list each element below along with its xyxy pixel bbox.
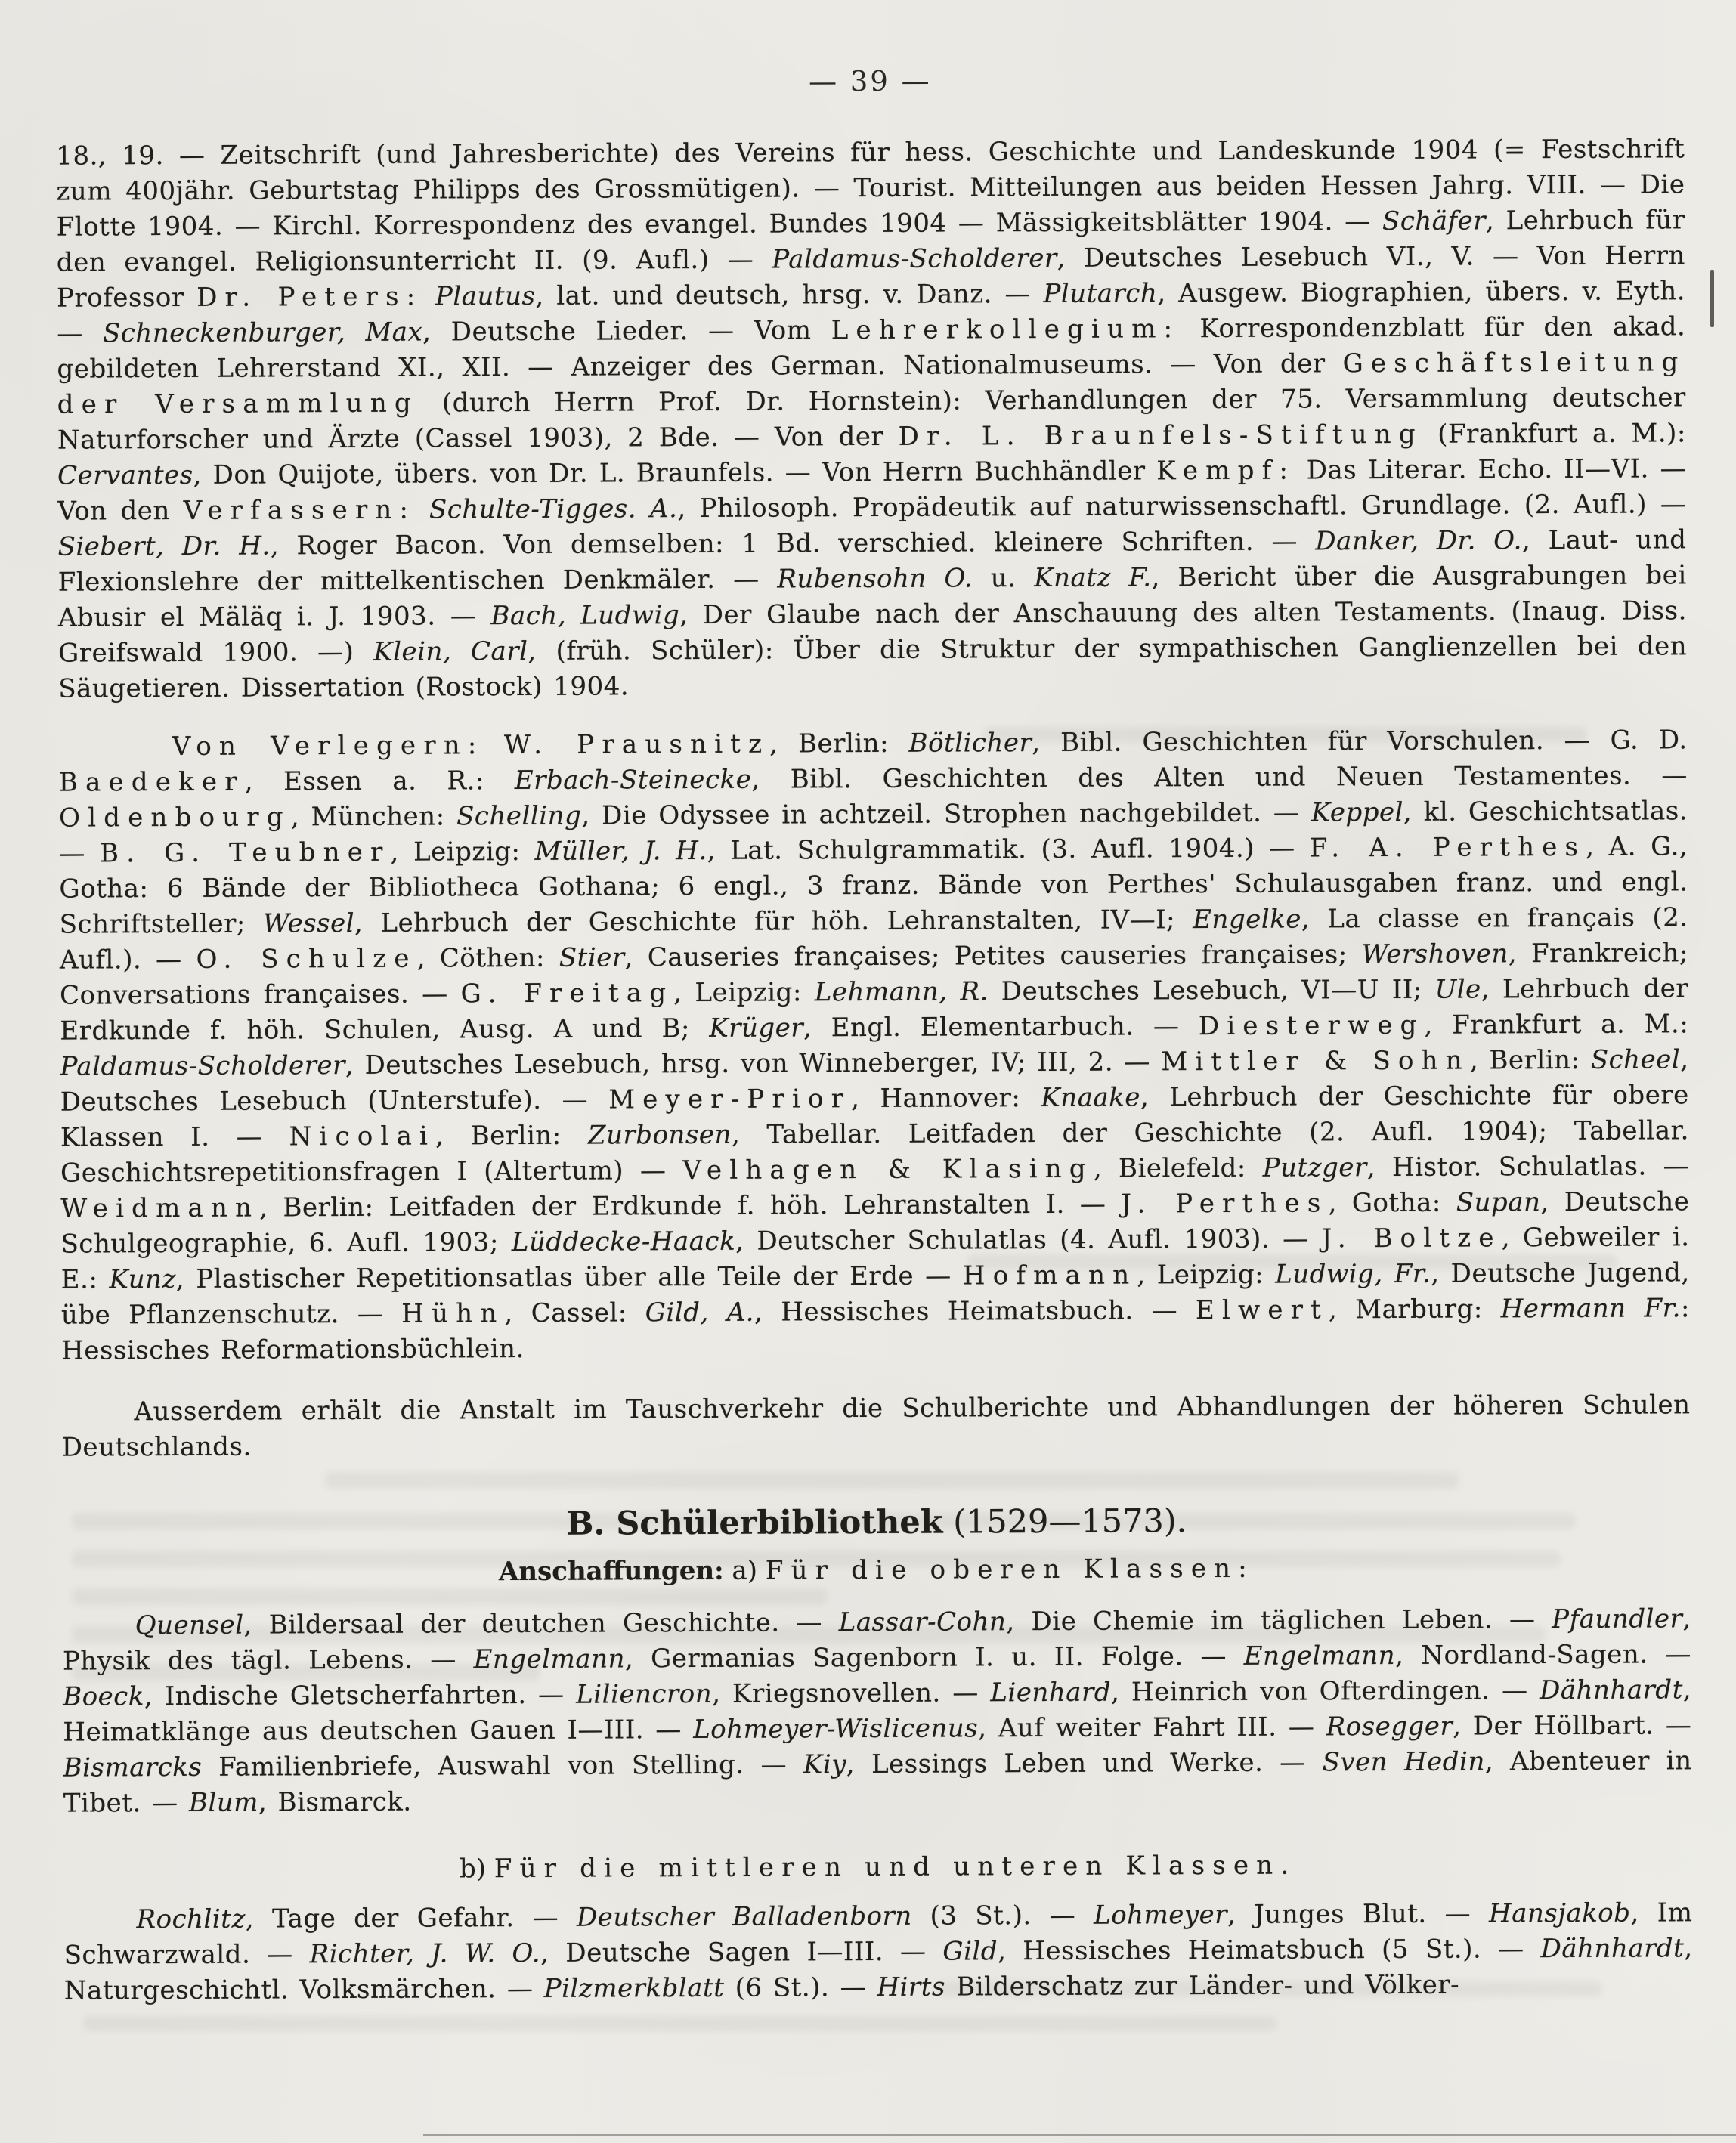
text-run xyxy=(484,730,504,760)
text-run: , Histor. Schulatlas. — xyxy=(1366,1151,1690,1183)
italic-name-run: Gild xyxy=(942,1936,998,1967)
text-run: , Die Chemie im täglichen Leben. — xyxy=(1006,1604,1552,1637)
text-run: , Deutscher Schulatlas (4. Aufl. 1903). — xyxy=(735,1223,1322,1257)
text-run: : Hessisches Reformationsbüchlein. xyxy=(61,1293,1691,1366)
text-run: , Gotha: xyxy=(1328,1187,1456,1219)
spaced-name-run: Verfassern: xyxy=(183,494,416,526)
spaced-name-run: Geschäftsleitung der Versammlung xyxy=(57,347,1686,420)
text-run: Korrespondenzblatt für den akad. gebildeten Lehrerstand XI., XII. — Anzeiger des German. Nationalmuseums. — Von der xyxy=(57,311,1686,385)
italic-name-run: Erbach-Steinecke xyxy=(514,764,752,796)
spaced-name-run: Kempf: xyxy=(1156,455,1296,487)
subsection-b-heading xyxy=(63,1846,1692,1888)
text-run: , Lehrbuch der Geschichte für höh. Lehranstalten, IV—I; xyxy=(354,905,1193,939)
spaced-name-run: Baedeker xyxy=(58,766,245,798)
text-run: , Deutsche Lieder. — Vom xyxy=(422,315,831,348)
italic-name-run: Krüger xyxy=(709,1013,804,1044)
italic-name-run: Lohmeyer xyxy=(1093,1899,1228,1931)
italic-name-run: Plutarch xyxy=(1043,278,1158,309)
text-run: , Cassel: xyxy=(504,1297,645,1329)
text-run: Bilderschatz zur Länder- und Völker- xyxy=(945,1969,1460,2002)
italic-name-run: Stier xyxy=(559,942,625,973)
text-run: , Deutsches Lesebuch, hrsg. von Winneberger, IV; III, 2. — xyxy=(345,1047,1162,1081)
text-run: , La classe en français (2. Aufl.). — xyxy=(59,902,1688,976)
spaced-name-run: Elwert xyxy=(1195,1294,1329,1326)
text-run: , Plastischer Repetitionsatlas über alle Teile der Erde — xyxy=(175,1260,963,1295)
text-run: , Bielefeld: xyxy=(1093,1152,1263,1184)
spaced-name-run: W. Prausnitz xyxy=(503,728,770,761)
italic-name-run: Rochlitz xyxy=(136,1903,246,1935)
scan-edge-artifact xyxy=(1710,270,1714,327)
text-run: , Don Quijote, übers. von Dr. L. Braunfels. — Von Herrn Buchhändler xyxy=(193,456,1157,490)
italic-name-run: Lassar-Cohn xyxy=(838,1606,1007,1638)
text-run: Deutsches Lesebuch, VI—U II; xyxy=(988,974,1435,1007)
text-run: Familienbriefe, Auswahl von Stelling. — xyxy=(202,1749,803,1783)
italic-name-run: Schelling xyxy=(456,800,582,832)
italic-name-run: Cervantes xyxy=(57,459,193,491)
italic-name-run: Boeck xyxy=(63,1681,145,1712)
text-run: , Leipzig: xyxy=(673,977,815,1009)
text-run: , A. G., Gotha: 6 Bände der Bibliotheca Gothana; 6 engl., 3 franz. Bände von Perthes' Schulausgaben franz. und engl. Schriftsteller; xyxy=(59,831,1688,940)
spaced-name-run: Von Verlegern: xyxy=(172,730,484,762)
italic-name-run: Siebert, Dr. H. xyxy=(57,530,271,562)
italic-name-run: Kiy xyxy=(803,1749,846,1780)
text-run: , Germanias Sagenborn I. u. II. Folge. — xyxy=(624,1640,1244,1675)
text-run: , Gebweiler i. E.: xyxy=(60,1222,1690,1295)
italic-name-run: Pfaundler xyxy=(1552,1603,1683,1635)
text-run: , Bericht über die Ausgrabungen bei Abusir el Mäläq i. J. 1903. — xyxy=(57,560,1687,633)
spaced-name-run: B. G. Teubner xyxy=(99,836,391,869)
text-run: , Hannover: xyxy=(851,1083,1041,1115)
italic-name-run: Quensel xyxy=(135,1610,244,1641)
italic-name-run: Klein, Carl xyxy=(373,635,528,667)
bold-label-run: Anschaffungen: xyxy=(498,1555,724,1588)
text-run: , Engl. Elementarbuch. — xyxy=(803,1011,1199,1044)
text-run: , Leipzig: xyxy=(390,836,535,867)
text-run: , Abenteuer in Tibet. — xyxy=(63,1746,1692,1819)
text-run: , Lehrbuch für den evangel. Religionsunterricht II. (9. Aufl.) — xyxy=(56,205,1685,278)
spaced-name-run: O. Schulze xyxy=(196,943,417,975)
spaced-name-run: Velhagen & Klasing xyxy=(682,1153,1094,1186)
text-run: , Heimatklänge aus deutschen Gauen I—III. — xyxy=(63,1675,1692,1748)
italic-name-run: Blum xyxy=(188,1787,259,1818)
text-run: , Kriegsnovellen. — xyxy=(712,1678,991,1709)
text-run: , Physik des tägl. Lebens. — xyxy=(62,1603,1691,1677)
italic-name-run: Sven Hedin xyxy=(1322,1746,1485,1778)
text-run: b) xyxy=(459,1854,494,1885)
text-run: , Bildersaal der deutchen Geschichte. — xyxy=(243,1607,839,1640)
spaced-name-run: Für die oberen Klassen: xyxy=(765,1553,1255,1586)
italic-name-run: Schäfer xyxy=(1382,206,1487,237)
italic-name-run: Engelke xyxy=(1193,904,1302,935)
text-run: , Frankfurt a. M.: xyxy=(1424,1009,1689,1041)
text-run: Ausserdem erhält die Anstalt im Tauschverkehr die Schulberichte und Abhandlungen der höheren Schulen Deutschlands. xyxy=(61,1390,1691,1463)
italic-name-run: Scheel xyxy=(1590,1044,1681,1075)
italic-name-run: Bismarcks xyxy=(63,1752,203,1783)
bleedthrough-smudge xyxy=(83,2016,1277,2031)
spaced-name-run: J. Boltze xyxy=(1321,1223,1502,1254)
italic-name-run: Müller, J. H. xyxy=(534,835,707,867)
italic-name-run: Pilzmerkblatt xyxy=(543,1972,725,2004)
text-run: Das Literar. Echo. II—VI. — Von den xyxy=(57,453,1687,527)
italic-name-run: Ludwig, Fr. xyxy=(1275,1258,1431,1290)
text-run: , Lehrbuch der Erdkunde f. höh. Schulen, Ausg. A und B; xyxy=(60,973,1689,1047)
italic-name-run: Zurbonsen xyxy=(587,1119,732,1151)
text-run: , Berlin: xyxy=(1469,1044,1591,1076)
text-run: , Cöthen: xyxy=(416,942,559,974)
italic-name-run: Wessel xyxy=(262,908,355,939)
spaced-name-run: Hofmann xyxy=(962,1260,1137,1291)
italic-name-run: Supan xyxy=(1456,1187,1541,1218)
text-run: , Ausgew. Biographien, übers. v. Eyth. — xyxy=(57,276,1686,349)
paragraph-von-verlegern xyxy=(59,722,1691,1368)
paragraph-mittlere-untere-klassen xyxy=(63,1895,1693,2008)
italic-name-run: Engelmann xyxy=(473,1644,626,1675)
text-run xyxy=(416,495,429,525)
italic-name-run: Engelmann xyxy=(1243,1640,1396,1671)
text-run: , Naturgeschichtl. Volksmärchen. — xyxy=(63,1933,1693,2006)
text-run: , Deutsches Lesebuch VI., V. — Von Herrn Professor xyxy=(56,240,1685,314)
spaced-name-run: Hühn xyxy=(401,1298,505,1329)
text-run: u. xyxy=(973,563,1035,594)
text-run: , Indische Gletscherfahrten. — xyxy=(144,1679,577,1712)
text-run: , Berlin: xyxy=(769,728,909,759)
text-run: , Hessisches Heimatsbuch (5 St.). — xyxy=(998,1934,1541,1967)
spaced-name-run: F. A. Perthes xyxy=(1309,831,1586,864)
italic-name-run: Lehmann, R. xyxy=(814,976,989,1008)
text-run: , Lehrbuch der Geschichte für obere Klassen I. — xyxy=(60,1080,1689,1153)
italic-name-run: Paldamus-Scholderer xyxy=(772,243,1057,275)
bold-label-run: B. Schülerbibliothek xyxy=(565,1503,943,1543)
text-run: , Berlin: xyxy=(435,1120,589,1152)
text-run: (6 St.). — xyxy=(724,1971,877,2003)
italic-name-run: Wershoven xyxy=(1361,939,1509,970)
spaced-name-run: Für die mittleren und unteren Klassen. xyxy=(494,1850,1297,1885)
text-run: (3 St.). — xyxy=(911,1900,1094,1931)
italic-name-run: Dähnhardt xyxy=(1539,1675,1683,1706)
text-run: , Bismarck. xyxy=(258,1786,412,1818)
text-run: , Deutsche Jugend, übe Pflanzenschutz. — xyxy=(60,1257,1690,1331)
italic-name-run: Ule xyxy=(1434,974,1481,1005)
text-run: , Die Odyssee in achtzeil. Strophen nachgebildet. — xyxy=(581,797,1311,831)
text-run: , lat. und deutsch, hrsg. v. Danz. — xyxy=(535,278,1044,311)
italic-name-run: Plautus xyxy=(435,280,536,312)
italic-name-run: Bach, Ludwig xyxy=(490,600,680,632)
text-run: , Hessisches Heimatsbuch. — xyxy=(754,1295,1196,1328)
text-run: 18., 19. — Zeitschrift (und Jahresberichte) des Vereins für hess. Geschichte und Landeskunde 1904 (= Festschrift zum 400jähr. Geburtstag Philipps des Grossmütigen). — Tourist. Mitteilungen aus beiden Hessen Jahrg. VIII. — Die Flotte 1904. — Kirchl. Korrespondenz des evangel. Bundes 1904 — Mässigkeitsblätter 1904. — xyxy=(56,134,1685,243)
subsection-a-heading xyxy=(62,1549,1691,1591)
italic-name-run: Knaake xyxy=(1041,1082,1141,1114)
italic-name-run: Danker, Dr. O. xyxy=(1315,525,1523,557)
page-number: — 39 — xyxy=(808,64,932,98)
text-run: , Lat. Schulgrammatik. (3. Aufl. 1904.) — xyxy=(707,833,1310,866)
paragraph-acquisitions-continued xyxy=(56,131,1687,707)
text-run: a) xyxy=(723,1555,766,1586)
italic-name-run: Rosegger xyxy=(1326,1711,1453,1743)
spaced-name-run: Meyer-Prior xyxy=(608,1084,852,1115)
italic-name-run: Dähnhardt xyxy=(1540,1933,1685,1965)
spaced-name-run: Dr. Peters: xyxy=(196,281,423,313)
text-run: , Junges Blut. — xyxy=(1227,1898,1490,1930)
text-run: , Berlin: Leitfaden der Erdkunde f. höh. Lehranstalten I. — xyxy=(259,1189,1122,1223)
text-run: , Laut- und Flexionslehre der mittelkentischen Denkmäler. — xyxy=(57,524,1687,598)
text-run: , Der Glaube nach der Anschauung des alten Testaments. (Inaug. Diss. Greifswald 1900. —) xyxy=(58,595,1688,669)
text-run: , Deutsche Schulgeographie, 6. Aufl. 1903; xyxy=(60,1186,1690,1260)
text-run: , Heinrich von Ofterdingen. — xyxy=(1110,1675,1540,1708)
text-run: , Nordland-Sagen. — xyxy=(1395,1639,1692,1671)
spaced-name-run: Nicolai xyxy=(289,1121,436,1152)
italic-name-run: Lienhard xyxy=(990,1677,1112,1709)
section-b-heading xyxy=(62,1499,1691,1545)
text-run: , Der Höllbart. — xyxy=(1453,1710,1692,1742)
text-run: , (früh. Schüler): Über die Struktur der sympathischen Ganglienzellen bei den Säugetieren. Dissertation (Rostock) 1904. xyxy=(58,631,1688,704)
paragraph-tauschverkehr xyxy=(61,1387,1690,1465)
spaced-name-run: Oldenbourg xyxy=(58,802,291,833)
text-run: , Lessings Leben und Werke. — xyxy=(846,1747,1323,1780)
text-run: , Roger Bacon. Von demselben: 1 Bd. verschied. kleinere Schriften. — xyxy=(270,526,1316,561)
text-run: , kl. Geschichtsatlas. — xyxy=(59,796,1688,869)
text-run: , Marburg: xyxy=(1328,1294,1501,1325)
text-run: , Leipzig: xyxy=(1137,1259,1276,1291)
text-run: , Frankreich; Conversations françaises. — xyxy=(60,938,1688,1011)
spaced-name-run: Weidmann xyxy=(60,1192,260,1224)
spaced-name-run: Lehrerkollegium: xyxy=(831,314,1181,346)
text-run: , Tabellar. Leitfaden der Geschichte (2. Aufl. 1904); Tabellar. Geschichtsrepetitionsfragen I (Altertum) — xyxy=(60,1115,1689,1189)
text-run: , Causeries françaises; Petites causeries françaises; xyxy=(624,939,1362,973)
spaced-name-run: Diesterweg xyxy=(1198,1010,1425,1042)
text-run: (1529—1573). xyxy=(942,1502,1187,1542)
italic-name-run: Keppel xyxy=(1311,796,1404,828)
italic-name-run: Deutscher Balladenborn xyxy=(576,1900,912,1933)
italic-name-run: Lohmeyer-Wislicenus xyxy=(693,1713,979,1746)
italic-name-run: Schulte-Tigges. A. xyxy=(429,493,678,525)
text-run: , Bibl. Geschichten des Alten und Neuen Testamentes. — xyxy=(751,760,1688,795)
text-run: , Bibl. Geschichten für Vorschulen. — G. D. xyxy=(1032,725,1688,759)
italic-name-run: Kunz xyxy=(109,1264,176,1295)
italic-name-run: Hirts xyxy=(877,1971,945,2002)
text-run: , München: xyxy=(290,801,457,833)
spaced-name-run: Dr. L. Braunfels-Stiftung xyxy=(898,419,1423,452)
scan-bottom-artifact xyxy=(423,2134,1736,2136)
italic-name-run: Gild, A. xyxy=(645,1297,755,1328)
paragraph-obere-klassen xyxy=(63,1601,1692,1821)
text-run: , Philosoph. Propädeutik auf naturwissenschaftl. Grundlage. (2. Aufl.) — xyxy=(677,489,1687,524)
italic-name-run: Liliencron xyxy=(576,1678,713,1710)
italic-name-run: Rubensohn O. xyxy=(777,563,973,595)
text-run: (Frankfurt a. M.): xyxy=(1422,418,1686,450)
italic-name-run: Paldamus-Scholderer xyxy=(60,1050,345,1082)
text-run: , Deutsches Lesebuch (Unterstufe). — xyxy=(60,1044,1689,1118)
italic-name-run: Hermann Fr. xyxy=(1500,1293,1682,1325)
italic-name-run: Lüddecke-Haack xyxy=(511,1226,736,1258)
italic-name-run: Hansjakob xyxy=(1488,1897,1631,1929)
text-run: , Tage der Gefahr. — xyxy=(245,1902,577,1934)
text-run xyxy=(422,281,435,311)
text-run: , Essen a. R.: xyxy=(244,765,515,797)
text-run: , Deutsche Sagen I—III. — xyxy=(540,1936,943,1968)
italic-name-run: Bötlicher xyxy=(908,728,1032,759)
text-run: , Im Schwarzwald. — xyxy=(63,1897,1693,1971)
italic-name-run: Putzger xyxy=(1262,1152,1367,1183)
italic-name-run: Knatz F. xyxy=(1034,562,1152,594)
spaced-name-run: G. Freitag xyxy=(460,978,674,1010)
text-run: , Auf weiter Fahrt III. — xyxy=(978,1712,1326,1744)
italic-name-run: Schneckenburger, Max xyxy=(102,317,423,349)
italic-name-run: Richter, J. W. O. xyxy=(309,1937,541,1970)
spaced-name-run: Mittler & Sohn xyxy=(1161,1045,1470,1078)
spaced-name-run: J. Perthes xyxy=(1121,1188,1329,1220)
text-run: (durch Herrn Prof. Dr. Hornstein): Verhandlungen der 75. Versammlung deutscher Naturforscher und Ärzte (Cassel 1903), 2 Bde. — Von der xyxy=(57,382,1686,456)
